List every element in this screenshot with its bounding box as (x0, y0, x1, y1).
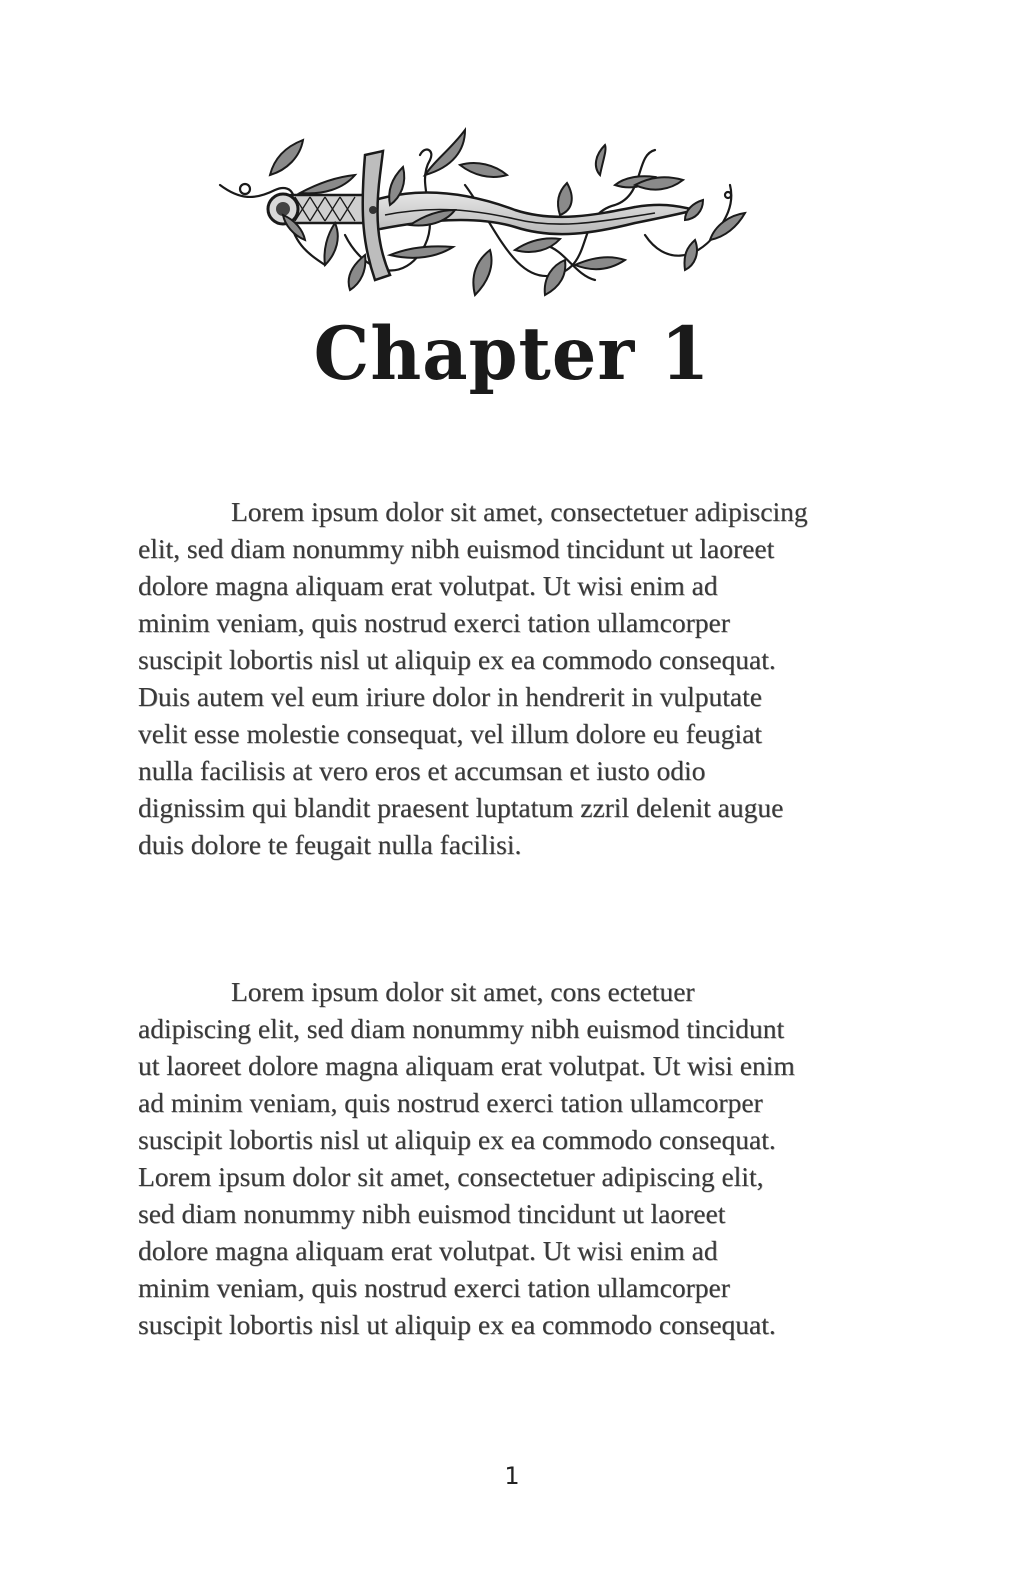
text-line: suscipit lobortis nisl ut aliquip ex ea commodo consequat. (138, 644, 776, 675)
sword-vine-ornament-icon (215, 115, 750, 310)
text-line: suscipit lobortis nisl ut aliquip ex ea commodo consequat. (138, 1309, 776, 1340)
text-line: sed diam nonummy nibh euismod tincidunt ut laoreet (138, 1198, 726, 1229)
text-line: ut laoreet dolore magna aliquam erat volutpat. Ut wisi enim (138, 1050, 795, 1081)
paragraph-2 (138, 973, 908, 1343)
text-line: suscipit lobortis nisl ut aliquip ex ea commodo consequat. (138, 1124, 776, 1155)
text-line: minim veniam, quis nostrud exerci tation ullamcorper (138, 607, 730, 638)
text-line: duis dolore te feugait nulla facilisi. (138, 829, 522, 860)
text-line: minim veniam, quis nostrud exerci tation ullamcorper (138, 1272, 730, 1303)
chapter-title: Chapter 1 (313, 309, 711, 398)
text-line: dignissim qui blandit praesent luptatum zzril delenit augue (138, 792, 784, 823)
text-line: nulla facilisis at vero eros et accumsan et iusto odio (138, 755, 706, 786)
text-line: Lorem ipsum dolor sit amet, consectetuer adipiscing elit, (138, 1161, 764, 1192)
text-line: adipiscing elit, sed diam nonummy nibh euismod tincidunt (138, 1013, 785, 1044)
page-number: 1 (504, 1462, 520, 1490)
text-line: Lorem ipsum dolor sit amet, consectetuer adipiscing (231, 496, 808, 527)
text-line: elit, sed diam nonummy nibh euismod tincidunt ut laoreet (138, 533, 775, 564)
text-line: dolore magna aliquam erat volutpat. Ut wisi enim ad (138, 1235, 718, 1266)
text-line: Duis autem vel eum iriure dolor in hendrerit in vulputate (138, 681, 762, 712)
text-line: velit esse molestie consequat, vel illum dolore eu feugiat (138, 718, 762, 749)
text-line: ad minim veniam, quis nostrud exerci tation ullamcorper (138, 1087, 763, 1118)
text-line: dolore magna aliquam erat volutpat. Ut wisi enim ad (138, 570, 718, 601)
paragraph-1 (138, 493, 908, 863)
text-line: Lorem ipsum dolor sit amet, cons ectetuer (231, 976, 695, 1007)
